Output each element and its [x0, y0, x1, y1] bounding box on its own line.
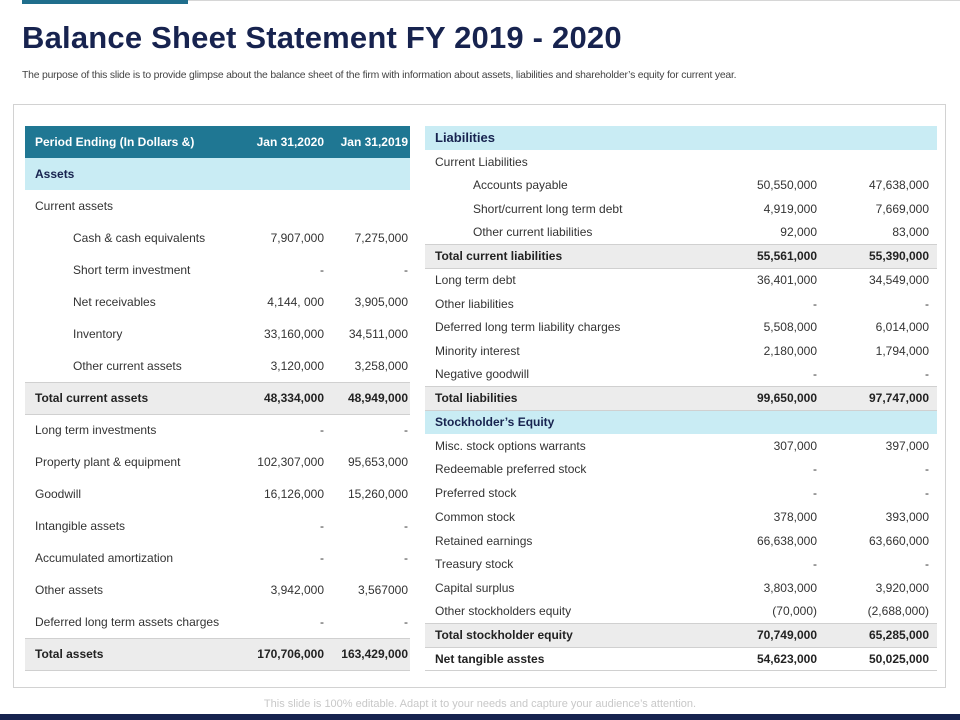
period-ending-header: Period Ending (In Dollars &) [25, 126, 235, 158]
row-value-2019: 48,949,000 [326, 382, 410, 414]
row-value-2019: - [925, 296, 930, 311]
row-label: Net tangible asstes [425, 647, 728, 671]
table-row [25, 414, 410, 446]
row-label: Short/current long term debt [473, 201, 623, 216]
row-label: Total current liabilities [425, 244, 728, 268]
assets-table [25, 126, 410, 671]
row-value-2020: 16,126,000 [263, 487, 324, 501]
row-value-2019: 95,653,000 [347, 455, 408, 469]
row-value-2020 [235, 190, 326, 222]
row-label: Other stockholders equity [435, 604, 572, 619]
row-label: Cash & cash equivalents [73, 231, 206, 245]
row-value-2019: 6,014,000 [875, 320, 930, 335]
table-row [25, 222, 410, 254]
row-value-2019 [825, 150, 937, 174]
row-label: Misc. stock options warrants [435, 438, 586, 453]
row-value-2019: 97,747,000 [825, 387, 937, 411]
equity-section-label: Stockholder’s Equity [425, 410, 937, 434]
row-value-2020: 99,650,000 [728, 387, 825, 411]
row-value-2019: 3,920,000 [875, 580, 930, 595]
row-value-2019: 7,669,000 [875, 201, 930, 216]
assets-section-label: Assets [25, 158, 410, 190]
page-subtitle: The purpose of this slide is to provide glimpse about the balance sheet of the firm with information about assets, liabilities and shareholder’s equity for current year. [22, 70, 737, 81]
row-value-2019: - [404, 551, 408, 565]
total-assets-row [25, 638, 410, 670]
row-value-2019: - [925, 367, 930, 382]
row-label: Other current liabilities [473, 225, 593, 240]
row-value-2019: 7,275,000 [354, 231, 408, 245]
liabilities-section-row [425, 126, 937, 150]
row-value-2019: - [404, 519, 408, 533]
row-label: Property plant & equipment [35, 455, 181, 469]
table-row [425, 363, 937, 387]
row-label: Retained earnings [435, 533, 533, 548]
row-value-2019: 163,429,000 [326, 638, 410, 670]
row-label: Preferred stock [435, 486, 517, 501]
row-value-2019: 65,285,000 [825, 623, 937, 647]
row-value-2020: 33,160,000 [263, 327, 324, 341]
row-value-2020: - [320, 519, 324, 533]
row-label: Other current assets [73, 358, 182, 373]
table-row [425, 292, 937, 316]
row-value-2020: - [320, 614, 324, 629]
row-value-2020: 3,803,000 [763, 580, 817, 595]
row-value-2019: 15,260,000 [347, 487, 408, 501]
table-row [25, 350, 410, 382]
row-value-2020: 50,550,000 [756, 178, 817, 193]
liabilities-section-label: Liabilities [425, 126, 937, 150]
row-label: Current Liabilities [435, 154, 528, 169]
table-row [425, 221, 937, 245]
row-value-2020: - [813, 296, 817, 311]
table-row [25, 190, 410, 222]
row-value-2019: (2,688,000) [867, 604, 930, 619]
row-value-2019: 55,390,000 [825, 244, 937, 268]
row-value-2019: 3,905,000 [354, 295, 408, 309]
row-value-2020: 70,749,000 [728, 623, 825, 647]
table-row [25, 254, 410, 286]
row-label: Short term investment [73, 263, 191, 277]
top-accent-bar [22, 0, 188, 4]
col-2019-header: Jan 31,2019 [326, 126, 410, 158]
table-row [425, 150, 937, 174]
table-row [425, 434, 937, 458]
row-label: Redeemable preferred stock [435, 462, 587, 477]
row-value-2020: 378,000 [773, 509, 817, 524]
row-value-2020: 2,180,000 [763, 344, 817, 359]
row-label: Accounts payable [473, 178, 568, 193]
row-label: Other assets [35, 583, 104, 597]
row-value-2020: 48,334,000 [235, 382, 326, 414]
row-value-2020: 7,907,000 [270, 231, 324, 245]
row-value-2019: - [404, 614, 408, 629]
row-label: Long term debt [435, 273, 516, 288]
table-row [25, 606, 410, 638]
row-value-2019: 47,638,000 [868, 178, 930, 193]
row-value-2020: 5,508,000 [763, 320, 817, 335]
row-value-2020: 102,307,000 [257, 455, 324, 469]
row-label: Inventory [73, 327, 123, 341]
row-value-2019: 50,025,000 [825, 647, 937, 671]
row-value-2019: 34,511,000 [348, 327, 408, 341]
row-value-2020: 54,623,000 [728, 647, 825, 671]
total-current-assets-row [25, 382, 410, 414]
row-label: Deferred long term liability charges [435, 320, 621, 335]
row-label: Common stock [435, 509, 516, 524]
row-value-2019: 3,258,000 [354, 358, 408, 373]
row-value-2020: 36,401,000 [756, 273, 817, 288]
row-label: Total assets [25, 638, 235, 670]
table-row [425, 339, 937, 363]
row-label: Total liabilities [425, 387, 728, 411]
row-label: Goodwill [35, 487, 82, 501]
row-value-2019: 393,000 [885, 509, 930, 524]
row-value-2020: - [320, 263, 324, 277]
row-value-2019: - [925, 462, 930, 477]
total-liabilities-row [425, 387, 937, 411]
row-value-2020: 66,638,000 [756, 533, 817, 548]
row-value-2020: (70,000) [772, 604, 817, 619]
row-value-2020: - [813, 462, 817, 477]
table-row [425, 552, 937, 576]
row-label: Deferred long term assets charges [35, 614, 220, 629]
row-label: Intangible assets [35, 519, 126, 533]
row-value-2020: 3,942,000 [270, 583, 324, 597]
table-row [25, 574, 410, 606]
table-row [25, 510, 410, 542]
footer-note: This slide is 100% editable. Adapt it to your needs and capture your audience’s attention. [263, 698, 697, 710]
table-row [25, 542, 410, 574]
row-value-2019 [326, 190, 410, 222]
table-row [25, 286, 410, 318]
col-2020-header: Jan 31,2020 [235, 126, 326, 158]
row-value-2020: - [320, 551, 324, 565]
row-value-2020: - [813, 367, 817, 382]
row-label: Current assets [35, 199, 114, 213]
assets-header-row [25, 126, 410, 158]
row-value-2019: 397,000 [885, 438, 930, 453]
page-title: Balance Sheet Statement FY 2019 - 2020 [22, 20, 622, 55]
row-label: Net receivables [73, 295, 156, 309]
row-value-2020: 170,706,000 [235, 638, 326, 670]
row-value-2020: 307,000 [773, 438, 817, 453]
table-row [425, 458, 937, 482]
table-row [425, 173, 937, 197]
row-value-2019: - [404, 423, 408, 438]
table-row [425, 197, 937, 221]
bottom-bar [0, 714, 960, 720]
table-row [425, 576, 937, 600]
row-label: Other liabilities [435, 296, 514, 311]
equity-section-row [425, 410, 937, 434]
row-value-2020: - [813, 557, 817, 572]
row-value-2019: - [925, 557, 930, 572]
row-value-2020: 55,561,000 [728, 244, 825, 268]
row-label: Treasury stock [435, 557, 514, 572]
assets-section-row [25, 158, 410, 190]
row-value-2020: 92,000 [780, 225, 817, 240]
row-value-2020 [728, 150, 825, 174]
row-label: Total stockholder equity [425, 623, 728, 647]
table-row [425, 600, 937, 624]
row-label: Long term investments [35, 423, 157, 438]
table-row [25, 446, 410, 478]
table-row [425, 481, 937, 505]
row-label: Total current assets [25, 382, 235, 414]
table-row [425, 316, 937, 340]
row-value-2019: 83,000 [892, 225, 930, 240]
row-label: Capital surplus [435, 580, 515, 595]
table-row [25, 478, 410, 510]
row-value-2019: 3,567000 [357, 583, 408, 597]
row-value-2019: - [404, 263, 408, 277]
row-value-2019: 1,794,000 [875, 344, 930, 359]
row-value-2020: 3,120,000 [270, 358, 324, 373]
total-stockholder-equity-row [425, 623, 937, 647]
row-value-2019: - [925, 486, 930, 501]
row-value-2019: 63,660,000 [868, 533, 930, 548]
row-value-2019: 34,549,000 [868, 273, 930, 288]
row-label: Negative goodwill [435, 367, 530, 382]
row-label: Accumulated amortization [35, 551, 174, 565]
row-label: Minority interest [435, 344, 520, 359]
row-value-2020: 4,144, 000 [267, 295, 324, 309]
total-current-liabilities-row [425, 244, 937, 268]
row-value-2020: - [813, 486, 817, 501]
table-row [425, 529, 937, 553]
net-tangible-assets-row [425, 647, 937, 671]
row-value-2020: - [320, 423, 324, 438]
row-value-2020: 4,919,000 [763, 201, 817, 216]
table-row [425, 268, 937, 292]
table-row [425, 505, 937, 529]
liabilities-table [425, 126, 937, 671]
table-row [25, 318, 410, 350]
top-divider-line [188, 0, 960, 1]
